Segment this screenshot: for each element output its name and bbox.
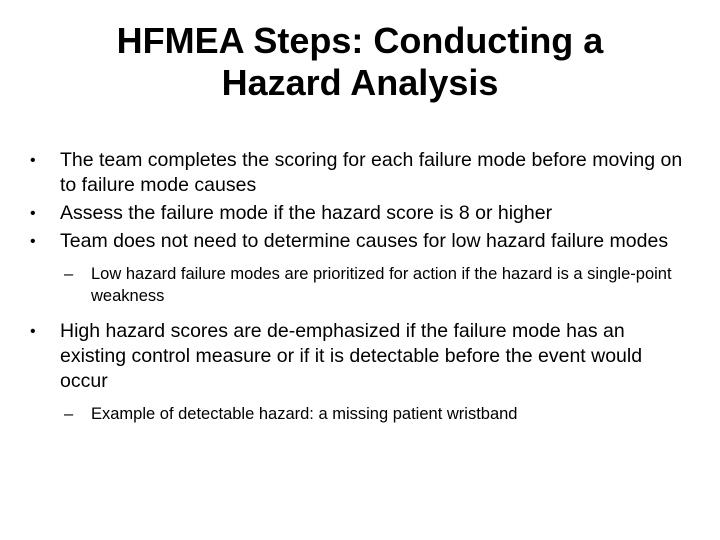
bullet-marker: •	[30, 233, 36, 250]
bullet-item-4	[0, 319, 720, 394]
slide-title-line-2: Hazard Analysis	[221, 62, 499, 103]
bullet-marker: •	[30, 152, 36, 169]
bullet-text: Team does not need to determine causes for low hazard failure modes	[60, 230, 669, 252]
bullet-text: High hazard scores are de-emphasized if the failure mode has an existing control measure or if it is detectable before the event would occur	[60, 320, 643, 392]
sub-bullet-text: Example of detectable hazard: a missing patient wristband	[91, 405, 518, 423]
bullet-item-3	[0, 229, 720, 254]
bullet-item-2	[0, 201, 720, 226]
bullet-text: Assess the failure mode if the hazard score is 8 or higher	[60, 202, 553, 224]
bullet-list	[0, 148, 720, 437]
sub-bullet-marker: –	[64, 405, 74, 423]
slide-title-line-1: HFMEA Steps: Conducting a	[116, 20, 604, 61]
bullet-marker: •	[30, 205, 36, 222]
slide-title	[40, 20, 680, 104]
sub-bullet-marker: –	[64, 265, 74, 283]
sub-bullet-text: Low hazard failure modes are prioritized for action if the hazard is a single-point weakness	[91, 265, 672, 305]
bullet-text: The team completes the scoring for each failure mode before moving on to failure mode causes	[60, 149, 683, 196]
sub-bullet-item-2	[0, 403, 720, 425]
bullet-item-1	[0, 148, 720, 198]
sub-bullet-item-1	[0, 263, 720, 307]
bullet-marker: •	[30, 323, 36, 340]
